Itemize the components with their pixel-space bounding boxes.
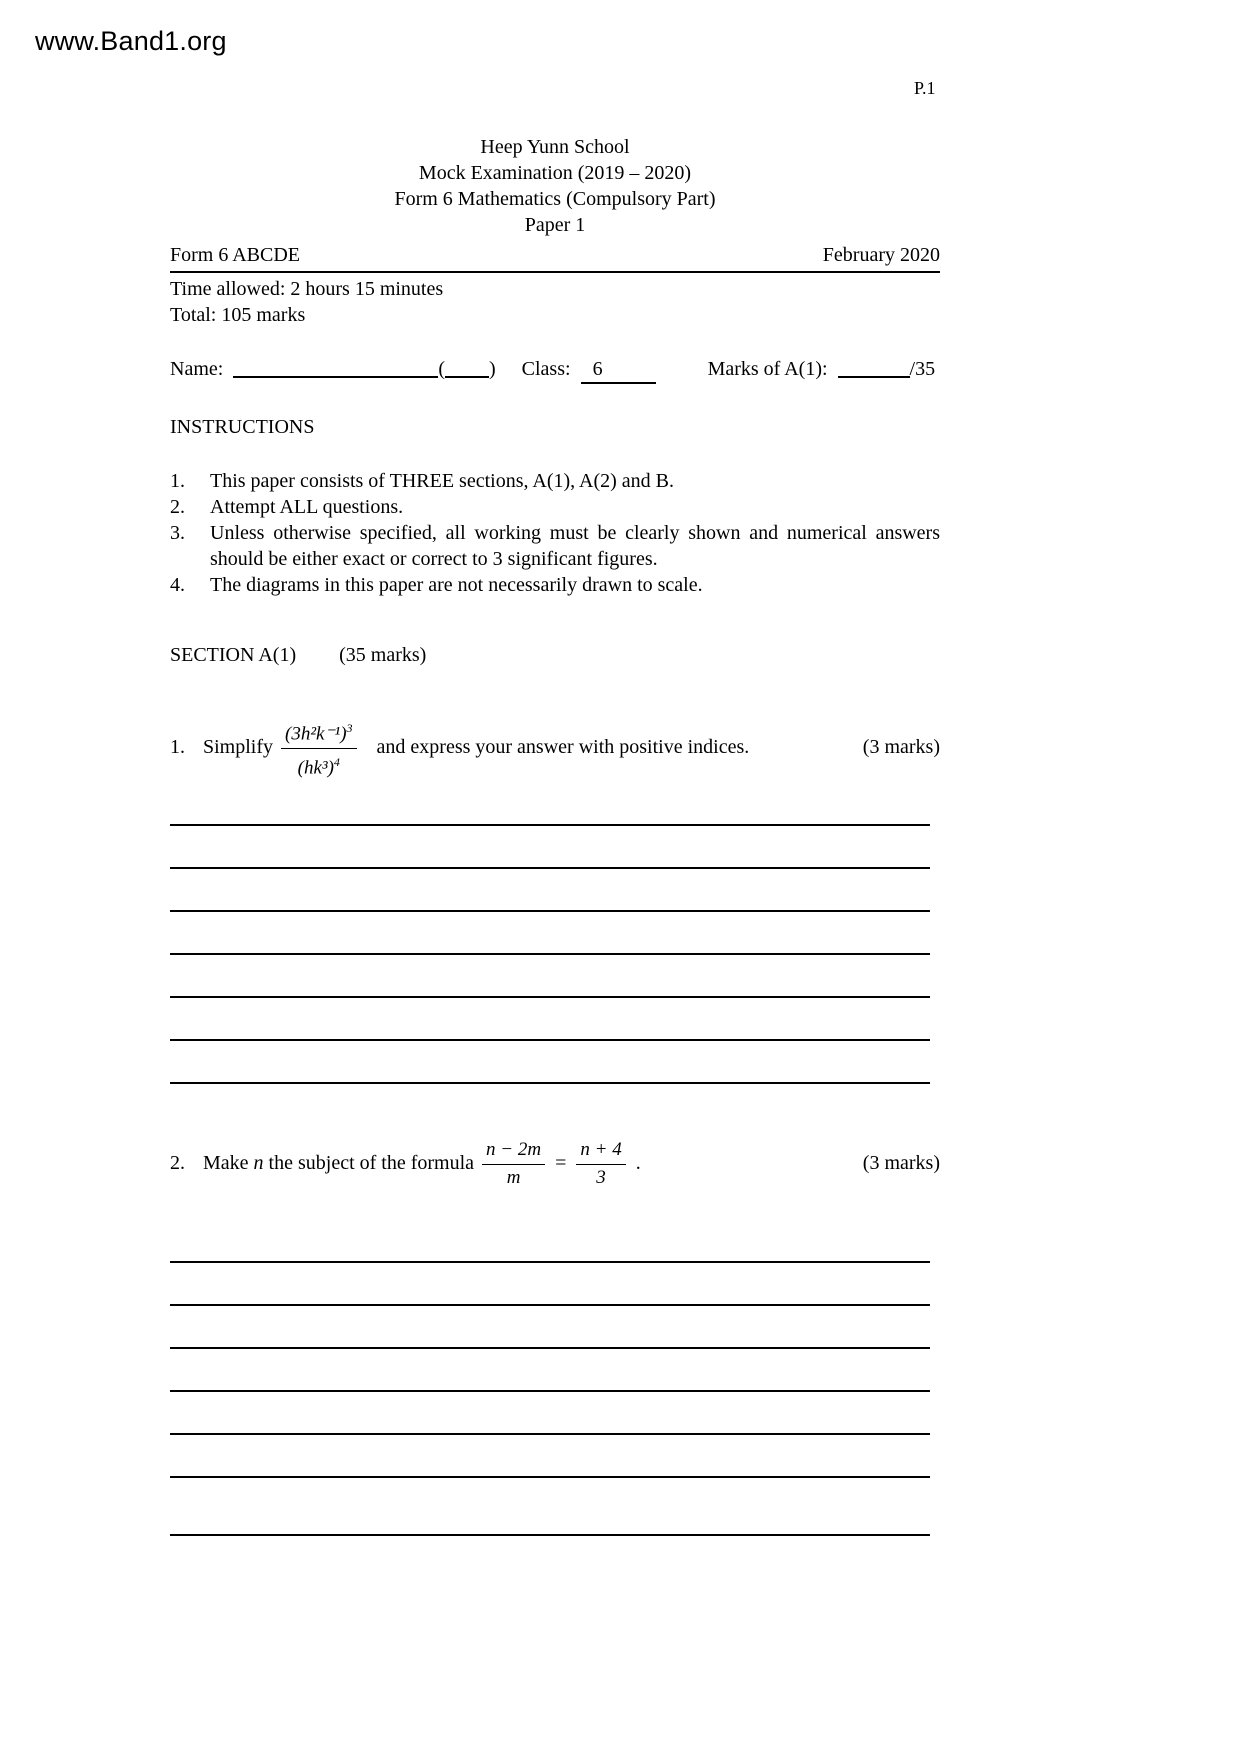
instruction-text: The diagrams in this paper are not necessarily drawn to scale. — [210, 574, 703, 596]
instruction-number: 2. — [170, 496, 185, 518]
site-watermark: www.Band1.org — [35, 26, 227, 56]
answer-line — [170, 1349, 930, 1392]
answer-line — [170, 1435, 930, 1478]
name-label: Name: — [170, 358, 224, 380]
section-marks: (35 marks) — [339, 644, 427, 666]
question-text-lead: Make n the subject of the formula — [203, 1151, 475, 1174]
title-block — [170, 134, 940, 238]
question-text-tail: and express your answer with positive indices. — [376, 736, 750, 759]
answer-line — [170, 1220, 930, 1263]
answer-line — [170, 912, 930, 955]
subject-name: Form 6 Mathematics (Compulsory Part) — [394, 188, 716, 210]
instruction-text: Unless otherwise specified, all working must be clearly shown and numerical answers should be either exact or correct to 3 significant figures. — [210, 522, 940, 570]
section-heading — [170, 642, 940, 668]
q2-answer-lines — [170, 1220, 930, 1536]
fraction-numerator: $(3h^2k^{-1})^3$ — [281, 714, 357, 749]
q2-fraction-left — [482, 1136, 545, 1190]
marks-denominator: /35 — [909, 358, 936, 380]
sentence-period: . — [635, 1151, 641, 1174]
question-1 — [170, 714, 940, 781]
time-allowed: Time allowed: 2 hours 15 minutes — [170, 278, 444, 300]
class-value: 6 — [581, 356, 656, 384]
class-number-blank — [445, 376, 489, 378]
equals-sign: = — [555, 1151, 567, 1174]
name-row — [170, 356, 940, 384]
school-name: Heep Yunn School — [480, 136, 630, 158]
paper-number: Paper 1 — [524, 214, 586, 236]
marks-blank — [838, 376, 910, 378]
answer-line — [170, 1392, 930, 1435]
meta-row — [170, 242, 940, 273]
exam-name: Mock Examination (2019 – 2020) — [418, 162, 692, 184]
variable-n: n — [253, 1151, 264, 1174]
name-blank — [233, 376, 438, 378]
fraction-numerator: n + 4 — [576, 1136, 625, 1165]
fraction-numerator: n − 2m — [482, 1136, 545, 1165]
instruction-text: This paper consists of THREE sections, A(1), A(2) and B. — [210, 470, 675, 492]
answer-line — [170, 783, 930, 826]
q1-fraction — [281, 714, 357, 781]
class-number-paren-open: ( — [438, 358, 445, 380]
question-number: 2. — [170, 1151, 185, 1174]
page-number: P.1 — [914, 78, 936, 98]
instructions-list — [170, 468, 940, 598]
instructions-heading: INSTRUCTIONS — [170, 416, 315, 438]
instruction-text: Attempt ALL questions. — [210, 496, 404, 518]
answer-line — [170, 1306, 930, 1349]
form-class: Form 6 ABCDE — [170, 244, 301, 266]
answer-line — [170, 869, 930, 912]
answer-line — [170, 1478, 930, 1536]
instruction-item — [170, 494, 940, 520]
fraction-denominator: m — [506, 1166, 521, 1188]
class-label: Class: — [521, 358, 571, 380]
q2-fraction-right — [576, 1136, 625, 1190]
question-number: 1. — [170, 736, 185, 759]
instruction-number: 1. — [170, 470, 185, 492]
question-marks: (3 marks) — [862, 1151, 940, 1174]
section-title: SECTION A(1) — [170, 644, 297, 666]
fraction-denominator: 3 — [596, 1166, 606, 1188]
answer-line — [170, 955, 930, 998]
q2-equation — [474, 1136, 641, 1190]
total-marks: Total: 105 marks — [170, 304, 306, 326]
answer-line — [170, 1041, 930, 1084]
question-marks: (3 marks) — [862, 736, 940, 759]
page-content — [170, 134, 940, 1536]
fraction-denominator: $(hk^3)^4$ — [297, 755, 340, 779]
class-number-paren-close: ) — [488, 358, 496, 380]
instruction-item — [170, 572, 940, 598]
exam-date: February 2020 — [822, 244, 940, 266]
instruction-number: 4. — [170, 574, 185, 596]
instruction-number: 3. — [170, 522, 185, 544]
instruction-item — [170, 520, 940, 572]
marks-label: Marks of A(1): — [707, 358, 828, 380]
answer-line — [170, 998, 930, 1041]
instruction-item — [170, 468, 940, 494]
answer-line — [170, 826, 930, 869]
answer-line — [170, 1263, 930, 1306]
q1-answer-lines — [170, 783, 930, 1084]
question-2 — [170, 1136, 940, 1190]
question-text-lead: Simplify — [203, 736, 274, 759]
